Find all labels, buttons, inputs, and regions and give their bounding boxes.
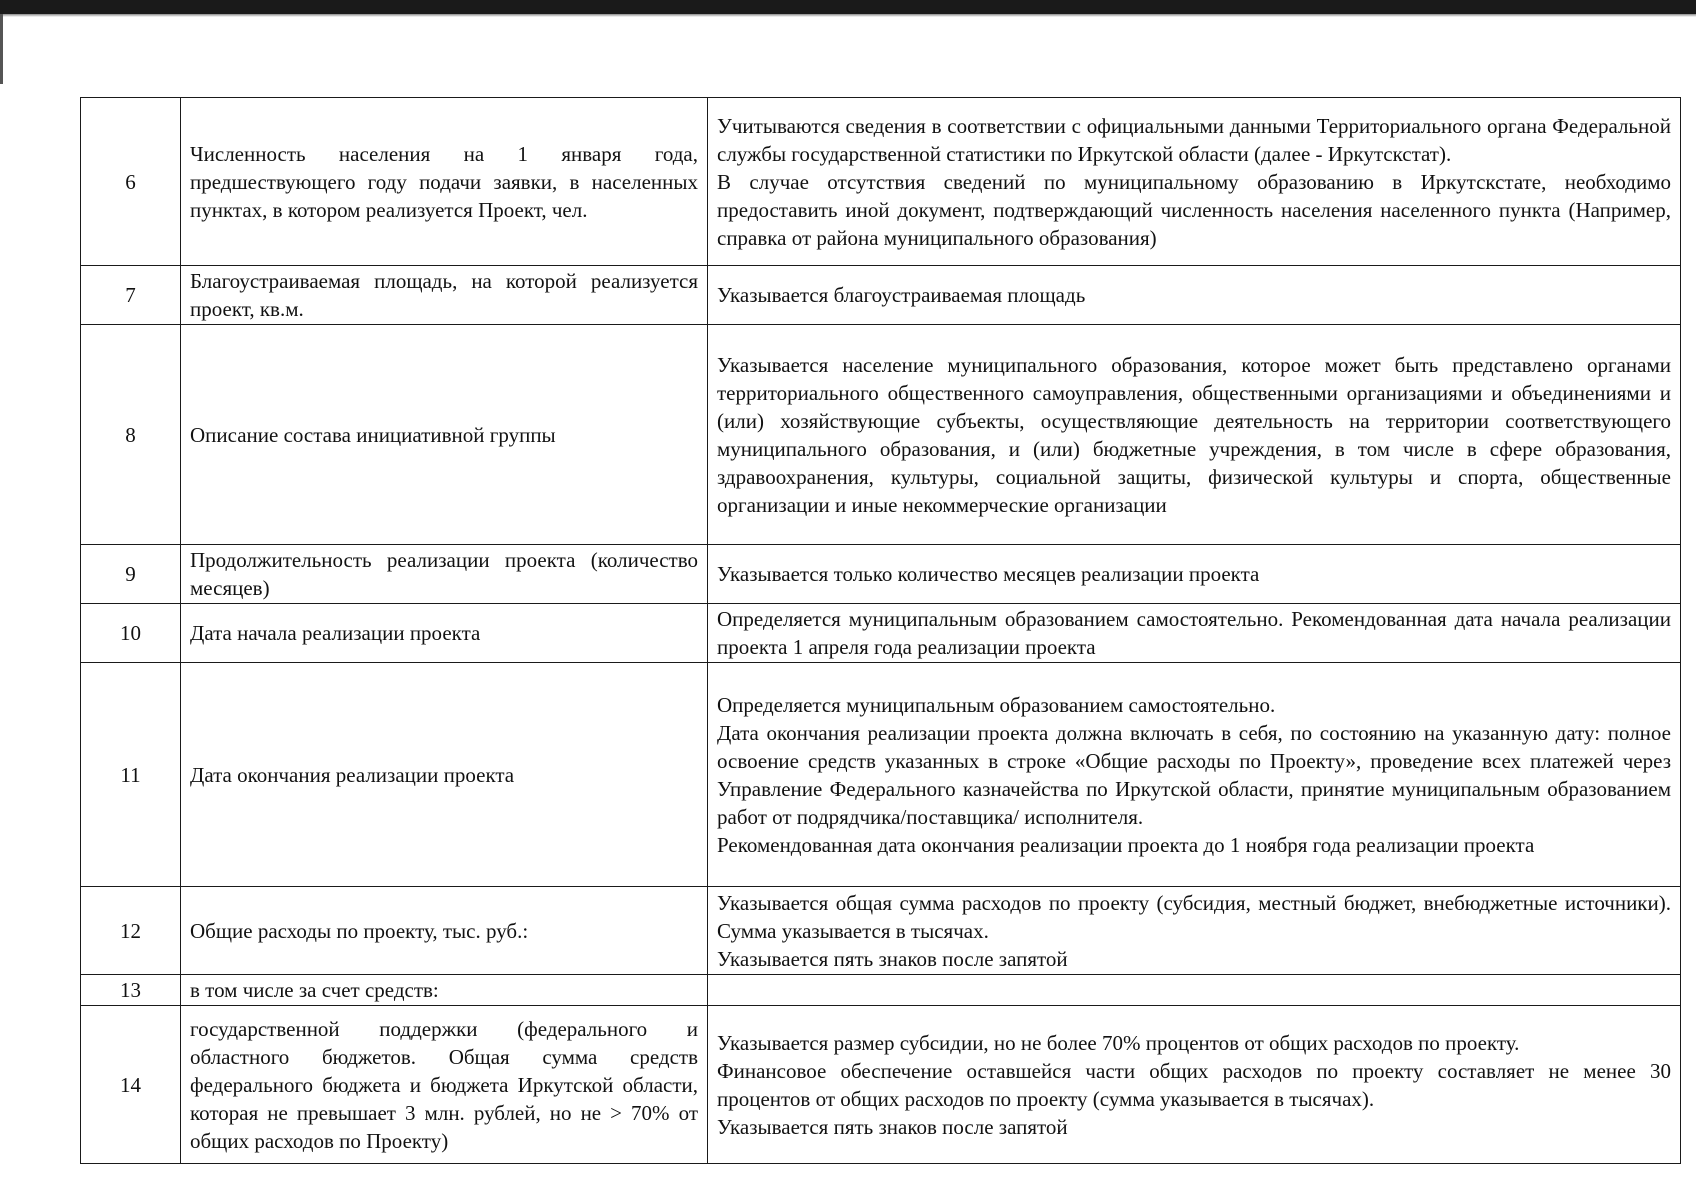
row-name: в том числе за счет средств: [181,975,708,1006]
row-name: Дата окончания реализации проекта [181,663,708,887]
description-paragraph: Рекомендованная дата окончания реализации проекта до 1 ноября года реализации проекта [717,832,1535,857]
description-paragraph: Определяется муниципальным образованием самостоятельно. Рекомендованная дата начала реализации проекта 1 апреля года реализации проекта [717,607,1671,659]
table-row [81,98,1681,266]
table-row [81,266,1681,325]
row-name: Продолжительность реализации проекта (количество месяцев) [181,545,708,604]
row-description [708,887,1681,975]
description-paragraph: В случае отсутствия сведений по муниципальному образованию в Иркутскстате, необходимо предоставить иной документ, подтверждающий численность населения населенного пункта (Например, справка от района муниципального образования) [717,169,1671,250]
description-paragraph: Указывается благоустраиваемая площадь [717,283,1086,307]
row-number: 12 [81,887,181,975]
description-paragraph: Финансовое обеспечение оставшейся части общих расходов по проекту составляет не менее 30 процентов от общих расходов по проекту (сумма указывается в тысячах). [717,1058,1671,1111]
description-paragraph: Указывается только количество месяцев реализации проекта [717,562,1260,586]
row-name: Численность населения на 1 января года, предшествующего году подачи заявки, в населенных пунктах, в котором реализуется Проект, чел. [181,98,708,266]
row-number: 7 [81,266,181,325]
scan-left-edge [0,14,3,84]
row-name: Дата начала реализации проекта [181,604,708,663]
row-number: 6 [81,98,181,266]
row-description [708,98,1681,266]
row-number: 10 [81,604,181,663]
row-description [708,325,1681,545]
table-row [81,663,1681,887]
table-row [81,545,1681,604]
row-name: государственной поддержки (федерального и областного бюджетов. Общая сумма средств федерального бюджета и бюджета Иркутской области, которая не превышает 3 млн. рублей, но не > 70% от общих расходов по Проекту) [181,1006,708,1164]
row-description [708,663,1681,887]
row-number: 9 [81,545,181,604]
description-paragraph: Указывается пять знаков после запятой [717,1114,1068,1139]
row-name: Благоустраиваемая площадь, на которой реализуется проект, кв.м. [181,266,708,325]
row-number: 11 [81,663,181,887]
description-paragraph: Учитываются сведения в соответствии с официальными данными Территориального органа Федеральной службы государственной статистики по Иркутской области (далее - Иркутскстат). [717,113,1671,166]
row-number: 14 [81,1006,181,1164]
row-name: Описание состава инициативной группы [181,325,708,545]
description-paragraph: Указывается население муниципального образования, которое может быть представлено органами территориального общественного самоуправления, общественными организациями и объединениями и (или) хозяйствующие субъекты, осуществляющие деятельность на территории соответствующего муниципального образования, и (или) бюджетные учреждения, в том числе в сфере образования, здравоохранения, культуры, социальной защиты, физической культуры и спорта, общественные организации и иные некоммерческие организации [717,352,1671,517]
table-row [81,325,1681,545]
row-number: 8 [81,325,181,545]
row-description [708,975,1681,1006]
table-row [81,887,1681,975]
table-row [81,975,1681,1006]
description-paragraph: Дата окончания реализации проекта должна включать в себя, по состоянию на указанную дату: полное освоение средств указанных в строке «Общие расходы по Проекту», проведение всех платежей через Управление Федерального казначейства по Иркутской области, принятие муниципальным образованием работ от подрядчика/поставщика/ исполнителя. [717,720,1671,829]
table-row [81,1006,1681,1164]
row-description [708,545,1681,604]
description-paragraph: Указывается общая сумма расходов по проекту (субсидия, местный бюджет, внебюджетные источники). Сумма указывается в тысячах. [717,890,1671,943]
table-row [81,604,1681,663]
scan-top-edge [0,0,1696,14]
row-number: 13 [81,975,181,1006]
row-name: Общие расходы по проекту, тыс. руб.: [181,887,708,975]
description-paragraph: Указывается пять знаков после запятой [717,946,1068,971]
row-description [708,604,1681,663]
row-description [708,266,1681,325]
row-description [708,1006,1681,1164]
description-paragraph: Указывается размер субсидии, но не более 70% процентов от общих расходов по проекту. [717,1030,1520,1055]
requirements-table [80,97,1681,1164]
description-paragraph: Определяется муниципальным образованием самостоятельно. [717,692,1276,717]
